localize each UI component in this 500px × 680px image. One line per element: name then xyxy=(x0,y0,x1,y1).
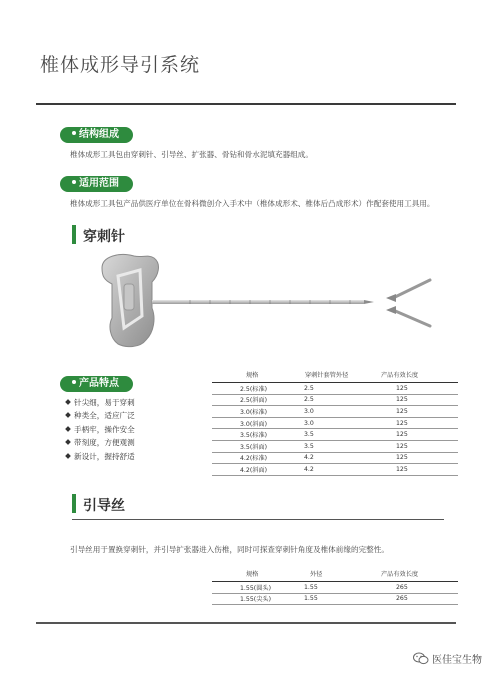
table-header: 穿刺针套管外径 xyxy=(304,366,380,383)
guidewire-heading-bar xyxy=(72,494,76,513)
table-cell: 4.2 xyxy=(304,452,380,464)
table-row xyxy=(212,464,458,476)
table-cell: 2.5(斜面) xyxy=(212,394,304,406)
table-cell: 4.2(斜面) xyxy=(212,464,304,476)
bullet-dot-icon xyxy=(72,180,76,184)
feature-item: 新设计，握持舒适 xyxy=(66,450,135,463)
table-cell: 125 xyxy=(380,429,458,441)
table-cell: 3.0 xyxy=(304,406,380,418)
table-header-row xyxy=(212,366,458,383)
table-cell: 125 xyxy=(380,417,458,429)
structure-text: 椎体成形工具包由穿刺针、引导丝、扩张器、骨钻和骨水泥填充器组成。 xyxy=(70,150,313,159)
table-cell: 1.55 xyxy=(304,593,380,605)
features-pill xyxy=(60,376,133,392)
table-header: 产品有效长度 xyxy=(380,565,458,582)
table-cell: 265 xyxy=(380,582,458,594)
table-row xyxy=(212,582,458,594)
feature-item: 针尖细，易于穿刺 xyxy=(66,396,135,409)
table-row xyxy=(212,440,458,452)
feature-item: 种类全，适应广泛 xyxy=(66,409,135,422)
table-row xyxy=(212,406,458,418)
table-row xyxy=(212,417,458,429)
table-cell: 125 xyxy=(380,452,458,464)
table-row xyxy=(212,383,458,395)
table-cell: 125 xyxy=(380,464,458,476)
diamond-bullet-icon xyxy=(65,413,71,419)
table-header: 产品有效长度 xyxy=(380,366,458,383)
features-pill-label: 产品特点 xyxy=(79,378,119,389)
table-cell: 3.0(斜面) xyxy=(212,417,304,429)
table-cell: 2.5 xyxy=(304,394,380,406)
footer-divider xyxy=(36,622,456,624)
guidewire-heading: 引导丝 xyxy=(83,498,125,514)
title-divider xyxy=(36,103,456,105)
table-row xyxy=(212,452,458,464)
watermark xyxy=(413,651,482,666)
table-cell: 125 xyxy=(380,440,458,452)
diamond-bullet-icon xyxy=(65,399,71,405)
wechat-icon xyxy=(413,652,429,665)
table-header-row xyxy=(212,565,458,582)
feature-item: 带刻度，方便观测 xyxy=(66,436,135,449)
needle-spec-table xyxy=(212,366,458,476)
table-cell: 1.55(尖头) xyxy=(212,593,304,605)
structure-pill xyxy=(60,127,133,143)
table-cell: 3.5 xyxy=(304,429,380,441)
table-header: 规格 xyxy=(212,565,304,582)
table-cell: 3.5(标准) xyxy=(212,429,304,441)
scope-text: 椎体成形工具包产品供医疗单位在骨科微创介入手术中（椎体成形术、椎体后凸成形术）作配套使用工具用。 xyxy=(70,199,435,208)
table-cell: 125 xyxy=(380,406,458,418)
structure-pill-label: 结构组成 xyxy=(79,129,119,140)
watermark-text: 医佳宝生物 xyxy=(432,655,482,666)
features-list xyxy=(66,396,135,463)
diamond-bullet-icon xyxy=(65,453,71,459)
table-cell: 125 xyxy=(380,394,458,406)
table-cell: 4.2(标准) xyxy=(212,452,304,464)
bullet-dot-icon xyxy=(72,380,76,384)
scope-pill xyxy=(60,176,133,192)
guidewire-text: 引导丝用于置换穿刺针，并引导扩张器进入伤椎，同时可探查穿刺针角度及椎体前缘的完整性。 xyxy=(70,545,389,554)
table-header: 规格 xyxy=(212,366,304,383)
table-cell: 3.5(斜面) xyxy=(212,440,304,452)
table-cell: 4.2 xyxy=(304,464,380,476)
scope-pill-label: 适用范围 xyxy=(79,178,119,189)
table-cell: 1.55 xyxy=(304,582,380,594)
needle-heading-bar xyxy=(72,225,76,244)
needle-illustration xyxy=(90,248,450,358)
feature-item: 手柄牢，操作安全 xyxy=(66,423,135,436)
table-cell: 3.0 xyxy=(304,417,380,429)
table-cell: 125 xyxy=(380,383,458,395)
table-row xyxy=(212,429,458,441)
diamond-bullet-icon xyxy=(65,439,71,445)
page-title: 椎体成形导引系统 xyxy=(40,54,201,76)
table-row xyxy=(212,394,458,406)
table-cell: 2.5(标准) xyxy=(212,383,304,395)
bullet-dot-icon xyxy=(72,131,76,135)
guidewire-divider xyxy=(72,519,444,520)
table-cell: 2.5 xyxy=(304,383,380,395)
table-cell: 3.0(标准) xyxy=(212,406,304,418)
diamond-bullet-icon xyxy=(65,426,71,432)
guidewire-spec-table xyxy=(212,565,458,605)
needle-heading: 穿刺针 xyxy=(83,229,125,245)
table-row xyxy=(212,593,458,605)
table-cell: 3.5 xyxy=(304,440,380,452)
table-header: 外径 xyxy=(304,565,380,582)
table-cell: 265 xyxy=(380,593,458,605)
table-cell: 1.55(圆头) xyxy=(212,582,304,594)
